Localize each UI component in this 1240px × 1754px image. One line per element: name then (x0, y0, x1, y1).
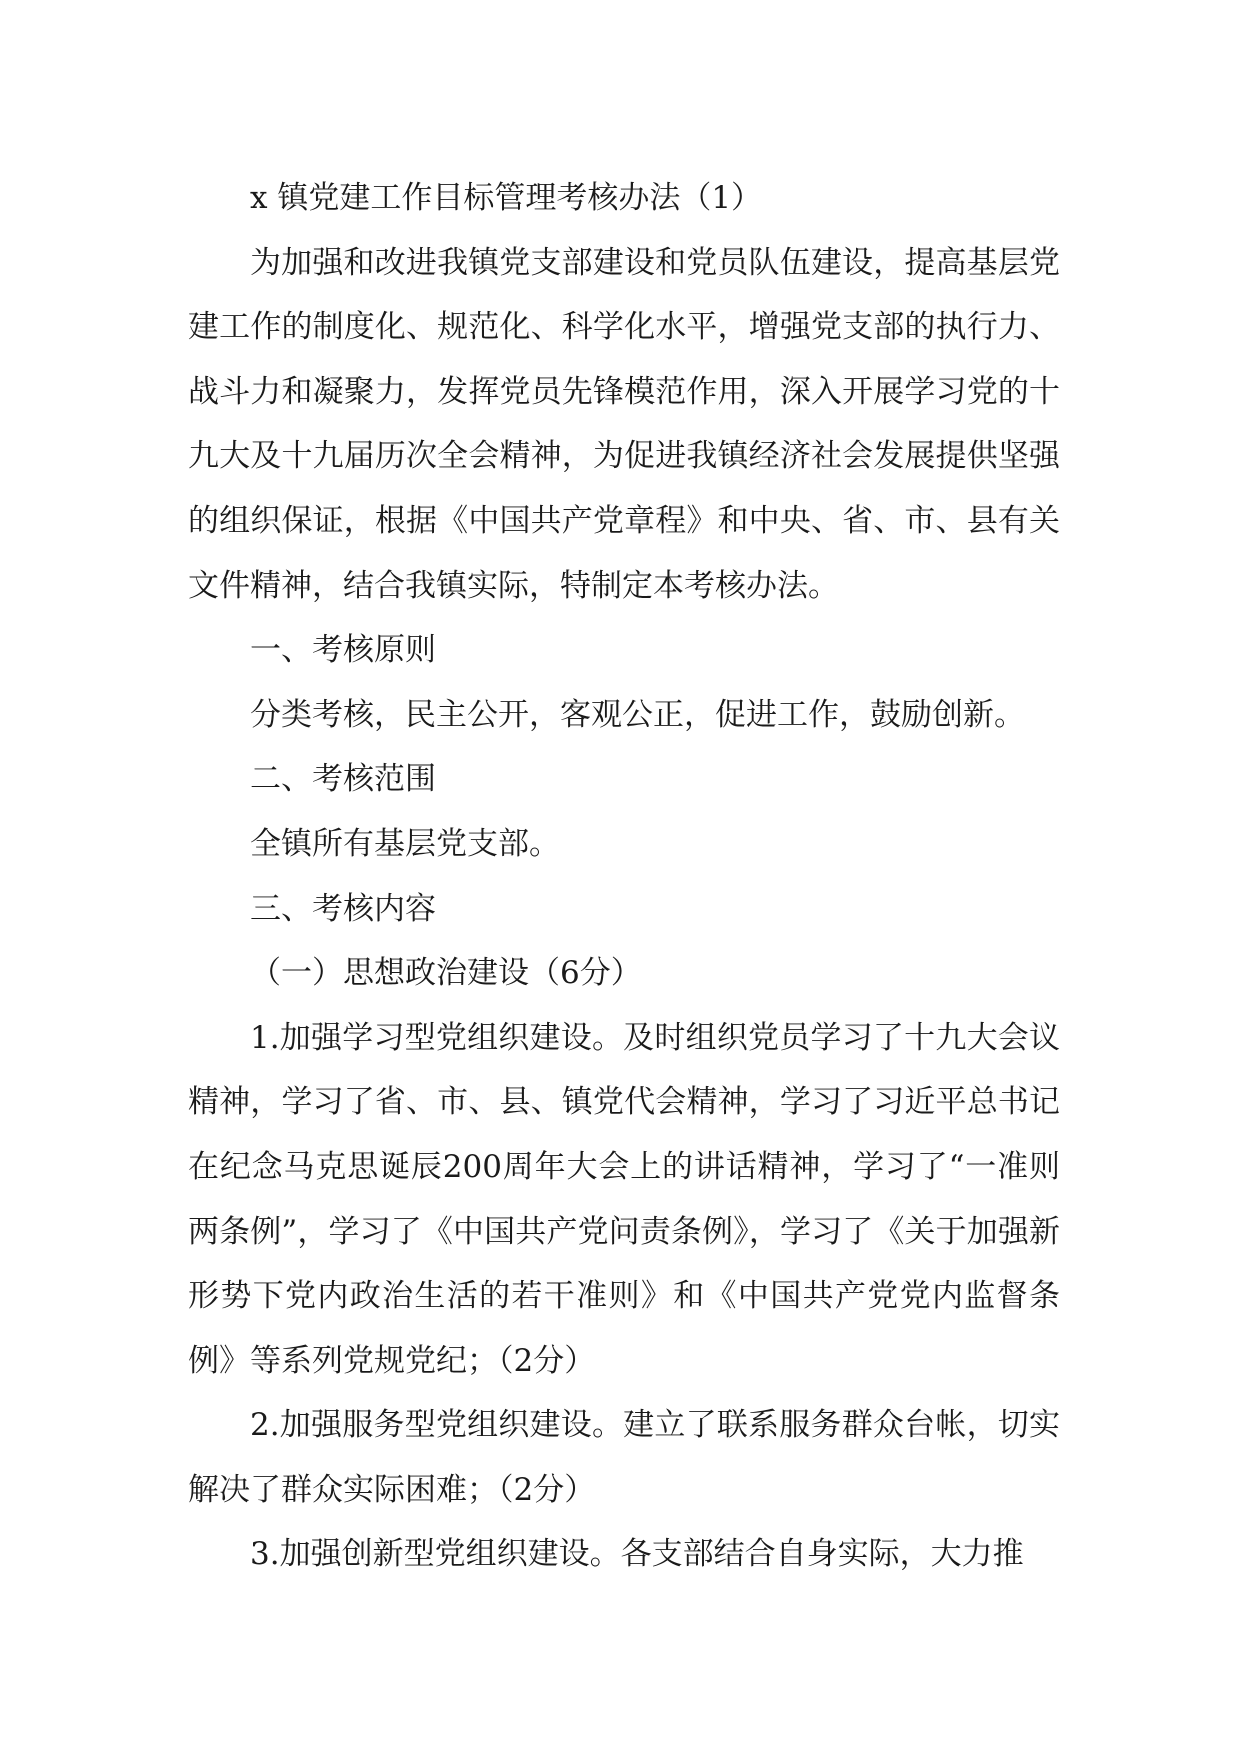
document-title: x 镇党建工作目标管理考核办法（1） (250, 180, 763, 216)
section-heading-principles: 一、考核原则 (250, 632, 436, 669)
item-paragraph-3: 3.加强创新型党组织建设。各支部结合自身实际，大力推 (250, 1536, 1024, 1573)
intro-paragraph: 为加强和改进我镇党支部建设和党员队伍建设，提高基层党建工作的制度化、规范化、科学化水平，增强党支部的执行力、战斗力和凝聚力，发挥党员先锋模范作用，深入开展学习党的十九大及十九届历次全会精神，为促进我镇经济社会发展提供坚强的组织保证，根据《中国共产党章程》和中央、省、市、县有关文件精神，结合我镇实际，特制定本考核办法。 (188, 244, 1060, 604)
item-paragraph-1: 1.加强学习型党组织建设。及时组织党员学习了十九大会议精神，学习了省、市、县、镇党代会精神，学习了习近平总书记在纪念马克思诞辰200周年大会上的讲话精神，学习了“一准则两条例”，学习了《中国共产党问责条例》，学习了《关于加强新形势下党内政治生活的若干准则》和《中国共产党党内监督条例》等系列党规党纪；（2分） (188, 1019, 1060, 1379)
scope-paragraph: 全镇所有基层党支部。 (250, 825, 560, 862)
document-body (188, 166, 1060, 1587)
item-paragraph-2: 2.加强服务型党组织建设。建立了联系服务群众台帐，切实解决了群众实际困难；（2分） (188, 1407, 1060, 1508)
subsection-heading-ideology: （一）思想政治建设（6分） (250, 955, 642, 992)
section-heading-scope: 二、考核范围 (250, 761, 436, 798)
section-heading-content: 三、考核内容 (250, 890, 436, 927)
principles-paragraph: 分类考核，民主公开，客观公正，促进工作，鼓励创新。 (250, 696, 1025, 733)
